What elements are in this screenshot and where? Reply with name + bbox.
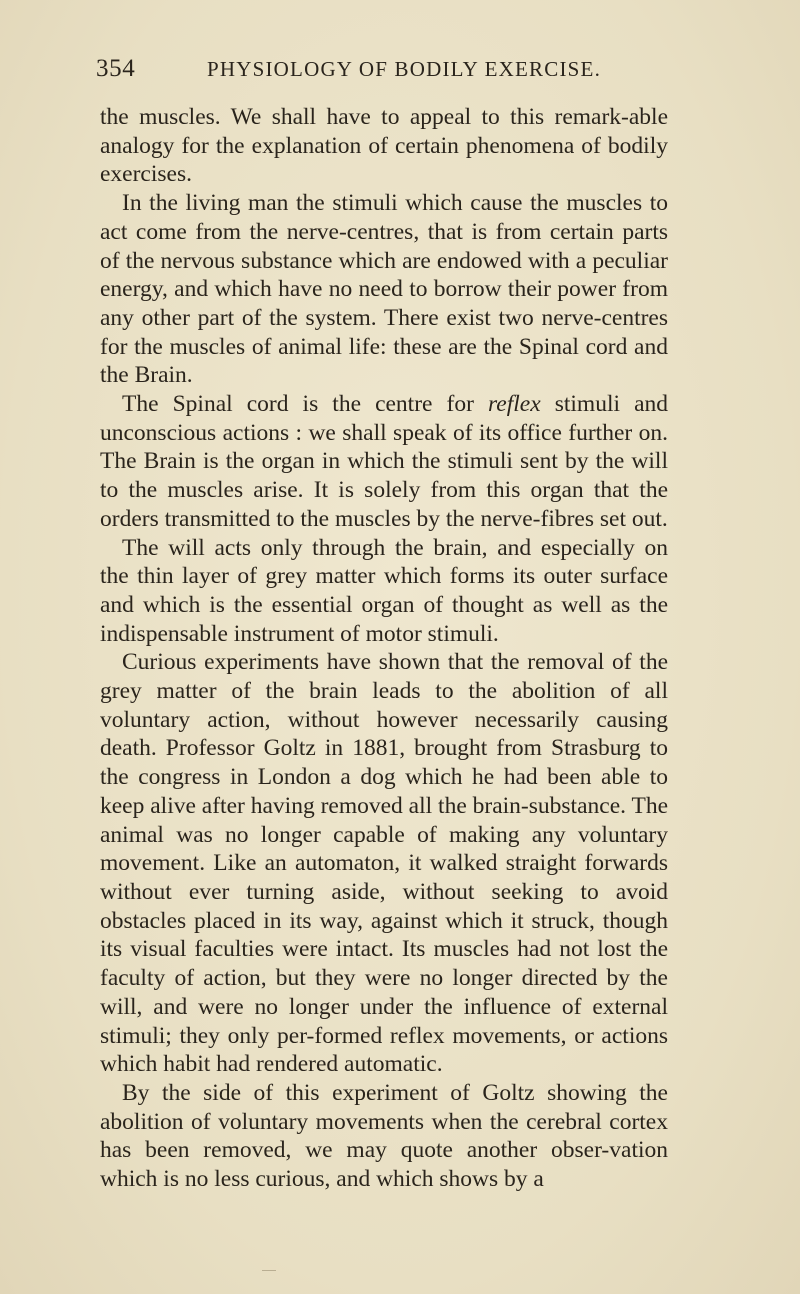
reflex-emphasis: reflex [488, 391, 541, 418]
paragraph-5: Curious experiments have shown that the removal of the grey matter of the brain leads to the abolition of all voluntary action, without however necessarily causing death. Professor Goltz in 1881, brought from Strasburg to the congress in London a dog which he had been able to keep alive after having removed all the brain-substance. The animal was no longer capable of making any voluntary movement. Like an automaton, it walked straight forwards without ever turning aside, without seeking to avoid obstacles placed in its way, against which it struck, though its visual faculties were intact. Its muscles had not lost the faculty of action, but they were no longer directed by the will, and were no longer under the influence of external stimuli; they only per-formed reflex movements, or actions which habit had rendered automatic. [100, 649, 668, 1078]
paragraph-6: By the side of this experiment of Goltz showing the abolition of voluntary movements when the cerebral cortex has been removed, we may quote another obser-vation which is no less curious, and which shows by a [100, 1079, 668, 1193]
body-text [100, 103, 668, 1194]
running-title: PHYSIOLOGY OF BODILY EXERCISE. [207, 57, 602, 81]
paragraph-3 [100, 390, 668, 534]
paragraph-2: In the living man the stimuli which cause the muscles to act come from the nerve-centres, that is from certain parts of the nervous substance which are endowed with a peculiar energy, and which have no need to borrow their power from any other part of the system. There exist two nerve-centres for the muscles of animal life: these are the Spinal cord and the Brain. [100, 190, 668, 389]
paragraph-4: The will acts only through the brain, and especially on the thin layer of grey matter which forms its outer surface and which is the essential organ of thought as well as the indispensable instrument of motor stimuli. [100, 534, 668, 647]
printer-mark [262, 1270, 276, 1271]
paragraph-3-start: The Spinal cord is the centre for [122, 391, 489, 418]
running-head [96, 55, 664, 89]
page-number: 354 [96, 55, 136, 82]
paragraph-3-end: stimuli and unconscious actions : we shall speak of its office further on. The Brain is the organ in which the stimuli sent by the will to the muscles arise. It is solely from this organ that the orders transmitted to the muscles by the nerve-fibres set out. [100, 391, 668, 532]
paragraph-1: the muscles. We shall have to appeal to this remark-able analogy for the explanation of certain phenomena of bodily exercises. [100, 104, 668, 188]
